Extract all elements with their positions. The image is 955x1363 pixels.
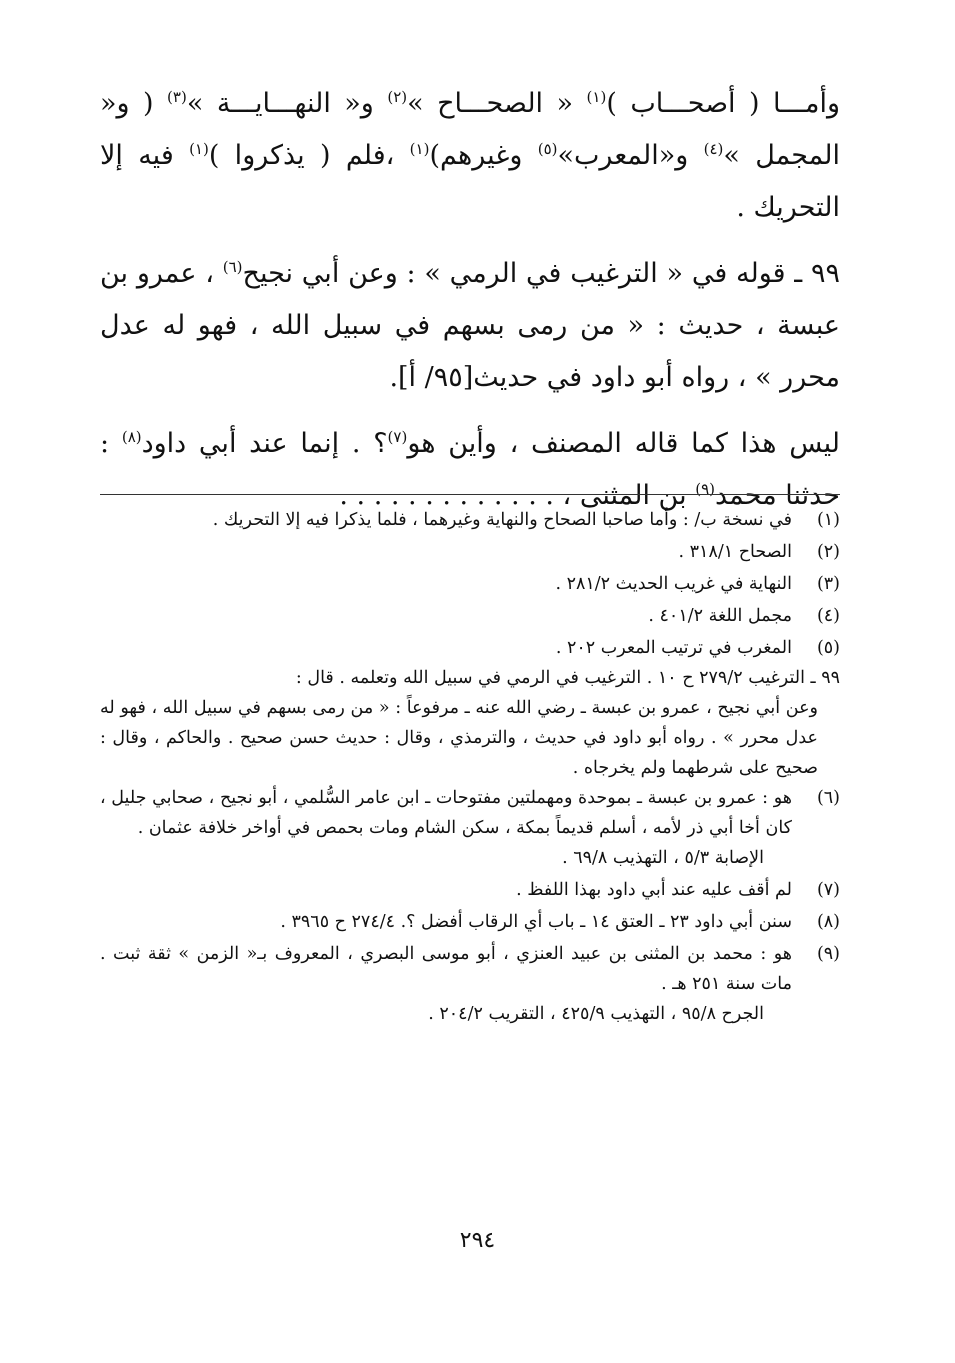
footnote-number: (١) bbox=[816, 510, 840, 530]
footnote-ref[interactable]: (٢) bbox=[387, 88, 408, 106]
hadith-99-note bbox=[100, 663, 840, 783]
text-run: ( و« المجمل » bbox=[100, 88, 841, 171]
footnote-divider bbox=[100, 494, 840, 495]
text-run: ، عمرو بن عبسة ، حديث : « من رمى بسهم في سبيل الله ، فهو له عدل محرر » ، رواه أبو داود في حديث[٩٥/ أ]. bbox=[100, 258, 840, 393]
text-run: وغيرهم) bbox=[429, 140, 538, 171]
footnote-number: (٢) bbox=[816, 542, 840, 562]
main-text bbox=[100, 78, 840, 522]
footnote-body bbox=[100, 783, 792, 873]
footnote-number: (٤) bbox=[816, 606, 840, 626]
text-run: ٩٩ ـ قوله في « الترغيب في الرمي » : وعن أبي نجيح bbox=[242, 258, 840, 289]
paragraph-1 bbox=[100, 78, 840, 234]
footnote-3 bbox=[100, 569, 840, 599]
footnote-number: (٩) bbox=[816, 944, 840, 964]
footnote-source: الجرح ٩٥/٨ ، التهذيب ٤٢٥/٩ ، التقريب ٢٠٤/٢ . bbox=[428, 1004, 764, 1024]
footnote-number: (٣) bbox=[816, 574, 840, 594]
footnote-ref[interactable]: (١) bbox=[409, 140, 430, 158]
footnote-text: النهاية في غريب الحديث ٢٨١/٢ . bbox=[555, 574, 792, 594]
footnote-text: هو : عمرو بن عبسة ـ بموحدة ومهملتين مفتوحات ـ ابن عامر السُّلمي ، أبو نجيح ، صحابي جليل ، كان أخا أبي ذر لأمه ، أسلم قديماً بمكة ، سكن الشام ومات بحمص في أواخر خلافة عثمان . bbox=[100, 788, 792, 838]
footnote-ref[interactable]: (٨) bbox=[121, 428, 142, 446]
text-run: بن المثنى ، . . . . . . . . . . . . . bbox=[339, 480, 696, 511]
text-run: وأمـــا ( أصحـــاب ) bbox=[606, 88, 840, 119]
text-run: « الصحـــاح » bbox=[407, 88, 587, 119]
text-run: فيه إلا التحريك . bbox=[100, 140, 840, 223]
footnote-5 bbox=[100, 633, 840, 663]
text-run: و« النهـــايـــة » bbox=[186, 88, 388, 119]
footnote-ref[interactable]: (٩) bbox=[695, 480, 715, 498]
footnote-text: الصحاح ٣١٨/١ . bbox=[678, 542, 792, 562]
footnote-ref[interactable]: (١) bbox=[586, 88, 607, 106]
footnote-text: هو : محمد بن المثنى بن عبيد العنزي ، أبو موسى البصري ، المعروف بـ« الزمن » ثقة ثبت . مات سنة ٢٥١ هـ . bbox=[100, 944, 792, 994]
text-run: ليس هذا كما قاله المصنف ، وأين هو bbox=[407, 428, 840, 459]
text-run: ؟ . إنما عند أبي داود bbox=[141, 428, 388, 459]
footnote-2 bbox=[100, 537, 840, 567]
footnote-ref[interactable]: (١) bbox=[189, 140, 209, 158]
footnote-4 bbox=[100, 601, 840, 631]
page-number: ٢٩٤ bbox=[459, 1228, 496, 1253]
hadith-99-source: ٩٩ ـ الترغيب ٢٧٩/٢ ح ١٠ . الترغيب في الرمي في سبيل الله وتعلمه . قال : bbox=[295, 668, 840, 688]
footnote-text: سنن أبي داود ٢٣ ـ العتق ١٤ ـ باب أي الرقاب أفضل ؟. ٢٧٤/٤ ح ٣٩٦٥ . bbox=[280, 912, 792, 932]
footnote-text: في نسخة ب/ : وأما صاحبا الصحاح والنهاية وغيرهما ، فلما يذكرا فيه إلا التحريك . bbox=[212, 510, 792, 530]
footnote-7 bbox=[100, 875, 840, 905]
footnote-number: (٥) bbox=[816, 638, 840, 658]
text-run: ،فلم ( يذكروا ) bbox=[208, 140, 410, 171]
footnote-ref[interactable]: (٧) bbox=[387, 428, 408, 446]
footnote-6 bbox=[100, 783, 840, 873]
footnote-number: (٦) bbox=[816, 788, 840, 808]
footnote-number: (٧) bbox=[816, 880, 840, 900]
footnote-text: المغرب في ترتيب المعرب ٢٠٢ . bbox=[555, 638, 792, 658]
footnote-number: (٨) bbox=[816, 912, 840, 932]
footnote-ref[interactable]: (٣) bbox=[167, 88, 187, 106]
footnote-8 bbox=[100, 907, 840, 937]
hadith-99-quote: وعن أبي نجيح ، عمرو بن عبسة ـ رضي الله عنه ـ مرفوعاً : « من رمى بسهم في سبيل الله ، فهو له عدل محرر » . رواه أبو داود في حديث ، والترمذي ، وقال : حديث حسن صحيح . والحاكم ، وقال : صحيح على شرطهما ولم يخرجاه . bbox=[100, 698, 818, 778]
text-run: : حدثنا محمد bbox=[100, 428, 840, 511]
footnote-9 bbox=[100, 939, 840, 1029]
footnote-text: مجمل اللغة ٤٠١/٢ . bbox=[648, 606, 792, 626]
footnote-body bbox=[100, 939, 792, 1029]
footnote-source: الإصابة ٥/٣ ، التهذيب ٦٩/٨ . bbox=[562, 848, 764, 868]
text-run: و«المعرب» bbox=[557, 140, 704, 171]
footnotes bbox=[100, 505, 840, 1029]
footnote-text: لم أقف عليه عند أبي داود بهذا اللفظ . bbox=[516, 880, 792, 900]
footnote-ref[interactable]: (٤) bbox=[703, 140, 724, 158]
footnote-ref[interactable]: (٦) bbox=[222, 258, 243, 276]
footnote-ref[interactable]: (٥) bbox=[537, 140, 558, 158]
paragraph-2 bbox=[100, 248, 840, 404]
footnote-1 bbox=[100, 505, 840, 535]
